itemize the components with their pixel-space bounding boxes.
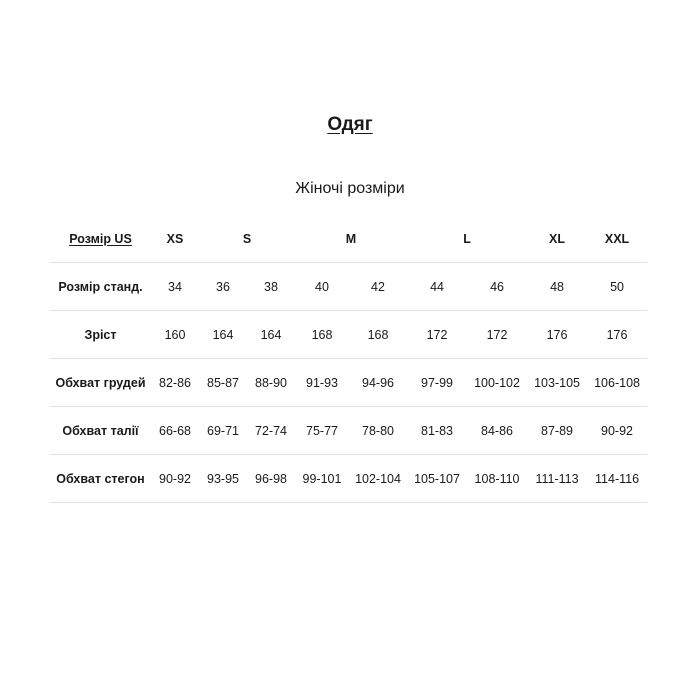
us-size-xs: XS [166,231,184,246]
table-cell: 69-71 [199,407,247,455]
table-cell: 85-87 [199,359,247,407]
table-cell: 176 [527,311,587,359]
table-cell: 99-101 [295,455,349,503]
table-cell: 164 [247,311,295,359]
size-chart-table [50,215,647,503]
us-size-xxl: XXL [604,231,630,246]
table-cell: 96-98 [247,455,295,503]
table-cell: 90-92 [151,455,199,503]
us-size-l: L [463,231,471,246]
table-cell: 44 [407,263,467,311]
us-size-row [50,215,647,263]
us-size-label[interactable]: Розмір US [69,231,132,246]
table-cell: 108-110 [467,455,527,503]
table-cell: 34 [151,263,199,311]
table-cell: 50 [587,263,647,311]
table-cell: 88-90 [247,359,295,407]
table-row-waist [50,407,647,455]
table-row-hips [50,455,647,503]
table-cell: 160 [151,311,199,359]
table-cell: 97-99 [407,359,467,407]
table-cell: 111-113 [527,455,587,503]
table-cell: 84-86 [467,407,527,455]
row-label: Обхват стегон [50,455,151,503]
row-label: Зріст [50,311,151,359]
table-row-bust [50,359,647,407]
table-cell: 102-104 [349,455,407,503]
table-cell: 105-107 [407,455,467,503]
table-cell: 48 [527,263,587,311]
table-cell: 100-102 [467,359,527,407]
table-cell: 72-74 [247,407,295,455]
table-cell: 38 [247,263,295,311]
table-cell: 90-92 [587,407,647,455]
row-label: Розмір станд. [50,263,151,311]
table-cell: 42 [349,263,407,311]
table-cell: 176 [587,311,647,359]
us-size-m: M [345,231,357,246]
row-label: Обхват грудей [50,359,151,407]
page-title: Одяг [327,114,373,135]
table-cell: 75-77 [295,407,349,455]
row-label: Обхват талії [50,407,151,455]
table-cell: 172 [407,311,467,359]
table-cell: 81-83 [407,407,467,455]
us-size-xl: XL [549,231,566,246]
table-row-height [50,311,647,359]
table-cell: 106-108 [587,359,647,407]
table-cell: 114-116 [587,455,647,503]
us-size-s: S [242,231,252,246]
table-cell: 91-93 [295,359,349,407]
table-cell: 82-86 [151,359,199,407]
table-cell: 87-89 [527,407,587,455]
table-cell: 164 [199,311,247,359]
table-cell: 66-68 [151,407,199,455]
table-cell: 78-80 [349,407,407,455]
table-row-standard-size [50,263,647,311]
table-cell: 168 [349,311,407,359]
table-cell: 168 [295,311,349,359]
table-cell: 172 [467,311,527,359]
table-cell: 46 [467,263,527,311]
table-cell: 94-96 [349,359,407,407]
table-cell: 93-95 [199,455,247,503]
table-cell: 36 [199,263,247,311]
section-subtitle: Жіночі розміри [295,180,405,197]
table-cell: 103-105 [527,359,587,407]
table-cell: 40 [295,263,349,311]
